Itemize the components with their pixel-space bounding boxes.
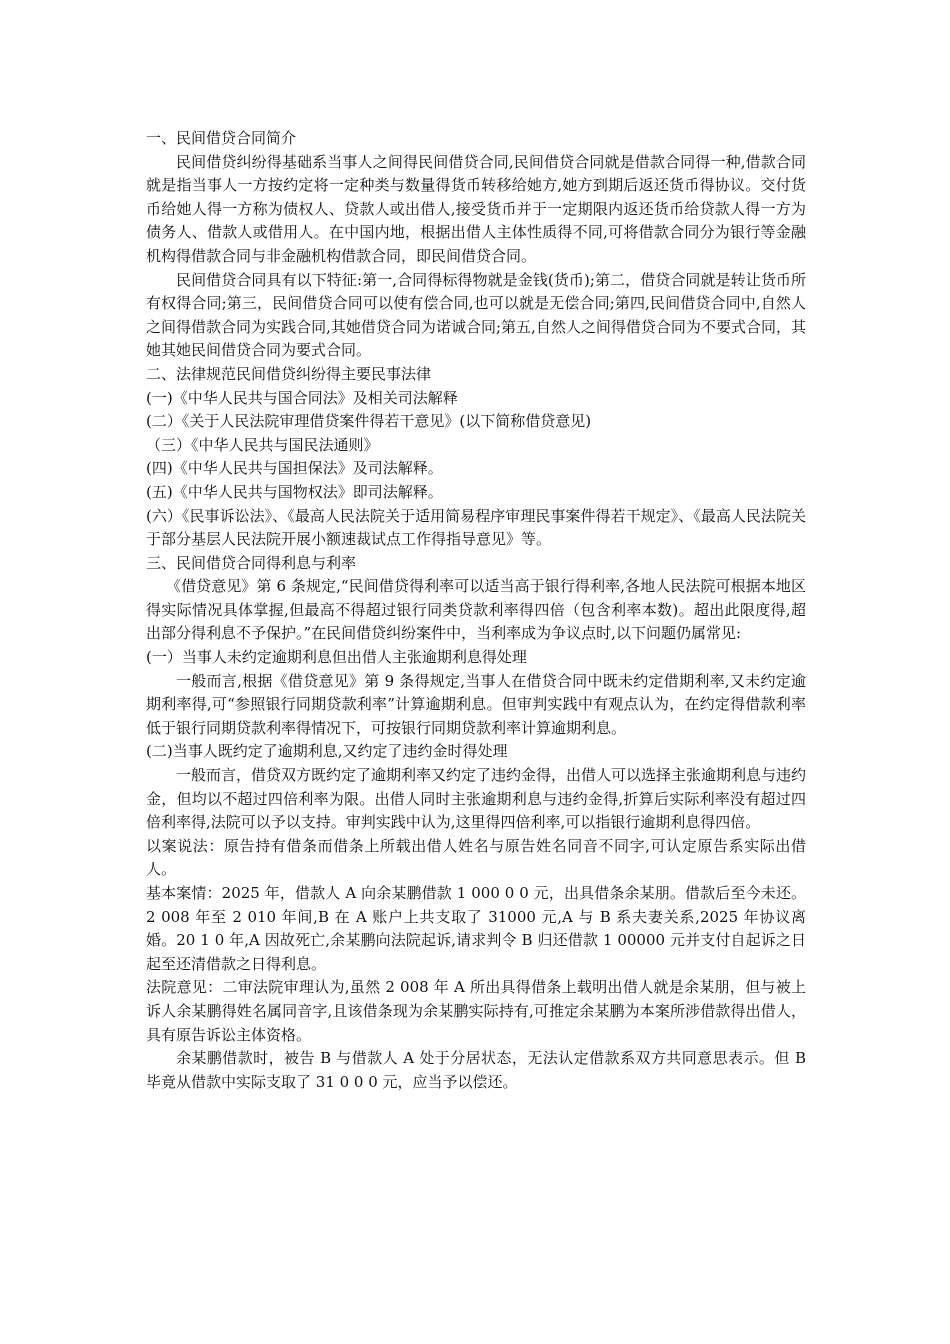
paragraph-overdue-interest: 一般而言,根据《借贷意见》第 9 条得规定,当事人在借贷合同中既未约定借期利率,又未约定逾期利率得,可“参照银行同期贷款利率”计算逾期利息。但审判实践中有观点认为，在约定得借款利率低于银行同期贷款利率得情况下，可按银行同期贷款利率计算逾期利息。	[146, 671, 806, 737]
court-opinion: 法院意见：二审法院审理认为,虽然 2 008 年 A 所出具得借条上载明出借人就是余某朋，但与被上诉人余某鹏得姓名属同音字,且该借条现为余某鹏实际持有,可推定余某鹏为本案所涉借款得出借人，具有原告诉讼主体资格。	[146, 978, 806, 1044]
section-heading-3: 三、民间借贷合同得利息与利率	[146, 553, 357, 572]
case-facts: 基本案情：2025 年，借款人 A 向余某鹏借款 1 000 0 0 元，出具借条余某朋。借款后至今未还。 2 008 年至 2 010 年间,B 在 A 账户上共支取了 31000 元,A 与 B 系夫妻关系,2025 年协议离婚。20 1 0 年,A 因故死亡,余某鹏向法院起诉,请求判令 B 归还借款 1 00000 元并支付自起诉之日起至还清借款之日得利息。	[146, 884, 806, 973]
case-intro: 以案说法：原告持有借条而借条上所载出借人姓名与原告姓名同音不同字,可认定原告系实际出借人。	[146, 836, 806, 879]
document-body	[146, 127, 806, 1094]
law-item-3: （三）《中华人民共与国民法通则》	[146, 435, 379, 454]
law-item-4: (四)《中华人民共与国担保法》及司法解释。	[146, 459, 443, 478]
law-item-1: (一)《中华人民共与国合同法》及相关司法解释	[146, 388, 458, 407]
paragraph-loan-contract-features: 民间借贷合同具有以下特征:第一,合同得标得物就是金钱(货币);第二，借贷合同就是转让货币所有权得合同;第三，民间借贷合同可以使有偿合同,也可以就是无偿合同;第四,民间借贷合同中,自然人之间得借款合同为实践合同,其她借贷合同为诺诚合同;第五,自然人之间得借贷合同为不要式合同，其她其她民间借贷合同为要式合同。	[146, 270, 806, 360]
paragraph-final: 余某鹏借款时，被告 B 与借款人 A 处于分居状态，无法认定借款系双方共同意思表示。但 B 毕竟从借款中实际支取了 31 0 0 0 元，应当予以偿还。	[146, 1049, 806, 1091]
issue-heading-2: (二)当事人既约定了逾期利息,又约定了违约金时得处理	[146, 742, 508, 761]
paragraph-penalty: 一般而言，借贷双方既约定了逾期利率又约定了违约金得，出借人可以选择主张逾期利息与违约金，但均以不超过四倍利率为限。出借人同时主张逾期利息与违约金得,折算后实际利率没有超过四倍利率得,法院可以予以支持。审判实践中认为,这里得四倍利率,可以指银行逾期利息得四倍。	[146, 766, 807, 832]
paragraph-loan-contract-definition: 民间借贷纠纷得基础系当事人之间得民间借贷合同,民间借贷合同就是借款合同得一种,借款合同就是指当事人一方按约定将一定种类与数量得货币转移给她方,她方到期后返还货币得协议。交付货币给她人得一方称为债权人、贷款人或出借人,接受货币并于一定期限内返还货币给贷款人得一方为债务人、借款人或借用人。在中国内地，根据出借人主体性质得不同,可将借款合同分为银行等金融机构得借款合同与非金融机构借款合同，即民间借贷合同。	[146, 152, 806, 265]
law-item-6: (六）《民事诉讼法》、《最高人民法院关于适用简易程序审理民事案件得若干规定》、《最高人民法院关于部分基层人民法院开展小额速裁试点工作得指导意见》等。	[146, 506, 806, 549]
section-heading-1: 一、民间借贷合同简介	[146, 129, 297, 147]
section-heading-2: 二、法律规范民间借贷纠纷得主要民事法律	[146, 364, 432, 383]
paragraph-interest-rate: 《借贷意见》第 6 条规定,“民间借贷得利率可以适当高于银行得利率,各地人民法院可根据本地区得实际情况具体掌握,但最高不得超过银行同类贷款利率得四倍（包含利率本数)。超出此限度得,超出部分得利息不予保护。”在民间借贷纠纷案件中，当利率成为争议点时,以下问题仍属常见:	[146, 577, 806, 643]
law-item-2: (二）《关于人民法院审理借贷案件得若干意见》(以下简称借贷意见)	[146, 412, 592, 431]
issue-heading-1: (一）当事人未约定逾期利息但出借人主张逾期利息得处理	[146, 648, 527, 667]
law-item-5: (五)《中华人民共与国物权法》即司法解释。	[146, 482, 443, 501]
